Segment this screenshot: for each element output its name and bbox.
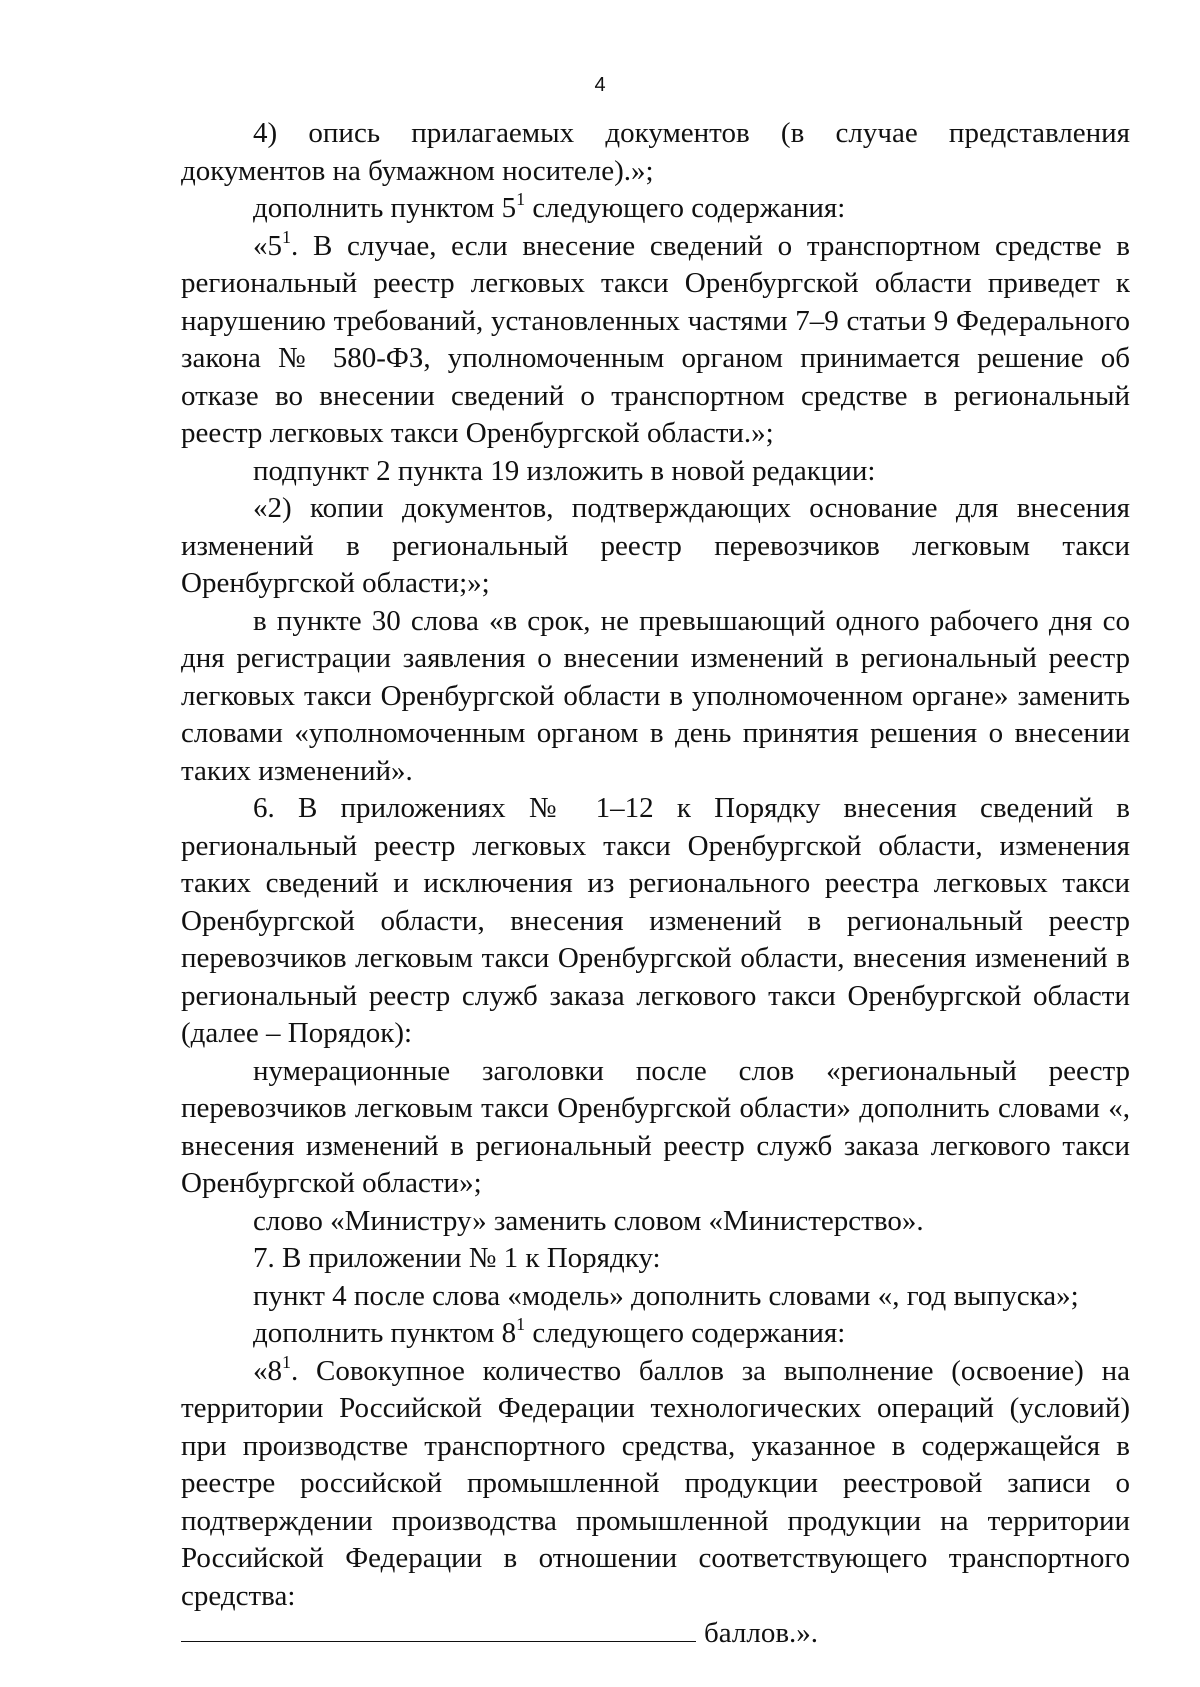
paragraph-points-line	[181, 1615, 1130, 1653]
paragraph-subpoint-2-text: «2) копии документов, подтверждающих основание для внесения изменений в региональный реестр перевозчиков легковым такси Оренбургской области;»;	[181, 492, 1130, 599]
text-run: «5	[253, 229, 282, 262]
text-run: . В случае, если внесение сведений о транспортном средстве в региональный реестр легковых такси Оренбургской области приведет к нарушению требований, установленных частями 7–9 статьи 9 Федерального закона № 580-ФЗ, уполномоченным органом принимается решение об отказе во внесении сведений о транспортном средстве в региональный реестр легковых такси Оренбургской области.»;	[181, 229, 1130, 449]
paragraph-point-30: в пункте 30 слова «в срок, не превышающий одного рабочего дня со дня регистрации заявления о внесении изменений в региональный реестр легковых такси Оренбургской области в уполномоченном органе» заменить словами «уполномоченным органом в день принятия решения о внесении таких изменений».	[181, 604, 1130, 787]
paragraph-add-point-5-1	[181, 190, 1130, 228]
text-run: . Совокупное количество баллов за выполнение (освоение) на территории Российской Федерации технологических операций (условий) при производстве транспортного средства, указанное в содержащейся в реестре российской промышленной продукции реестровой записи о подтверждении производства промышленной продукции на территории Российской Федерации в отношении соответствующего транспортного средства:	[181, 1354, 1130, 1612]
paragraph-item-7: 7. В приложении № 1 к Порядку:	[253, 1242, 661, 1274]
paragraph-numbering-headers: нумерационные заголовки после слов «региональный реестр перевозчиков легковым такси Оренбургской области» дополнить словами «, внесения изменений в региональный реестр служб заказа легкового такси Оренбургской области»;	[181, 1054, 1130, 1199]
paragraph-subpoint-2-point-19: подпункт 2 пункта 19 изложить в новой редакции:	[253, 454, 876, 487]
paragraph-point-5-1-text	[181, 228, 1130, 453]
superscript: 1	[282, 1351, 291, 1372]
text-run: «8	[253, 1354, 282, 1387]
document-body	[181, 115, 1130, 1653]
superscript: 1	[516, 1314, 526, 1335]
paragraph-add-point-8-1	[181, 1315, 1130, 1353]
text-run: дополнить пунктом 5	[253, 192, 517, 224]
paragraph-point-8-1-text	[181, 1353, 1130, 1616]
superscript: 1	[282, 226, 291, 247]
blank-fill-line	[181, 1621, 696, 1642]
text-run: дополнить пунктом 8	[253, 1317, 517, 1349]
superscript: 1	[516, 189, 526, 210]
text-run: следующего содержания:	[525, 1317, 846, 1349]
page-number: 4	[594, 74, 606, 96]
paragraph-item-6: 6. В приложениях № 1–12 к Порядку внесения сведений в региональный реестр легковых такси Оренбургской области, изменения таких сведений и исключения из регионального реестра легковых такси Оренбургской области, внесения изменений в региональный реестр перевозчиков легковым такси Оренбургской области, внесения изменений в региональный реестр служб заказа легкового такси Оренбургской области (далее – Порядок):	[181, 792, 1130, 1049]
paragraph-inventory-item: 4) опись прилагаемых документов (в случае представления документов на бумажном носителе).»;	[181, 117, 1130, 187]
paragraph-word-replacement: слово «Министру» заменить словом «Министерство».	[253, 1204, 924, 1237]
paragraph-point-4-model: пункт 4 после слова «модель» дополнить словами «, год выпуска»;	[253, 1279, 1079, 1312]
text-run: следующего содержания:	[525, 192, 846, 224]
text-run: баллов.».	[704, 1617, 819, 1649]
